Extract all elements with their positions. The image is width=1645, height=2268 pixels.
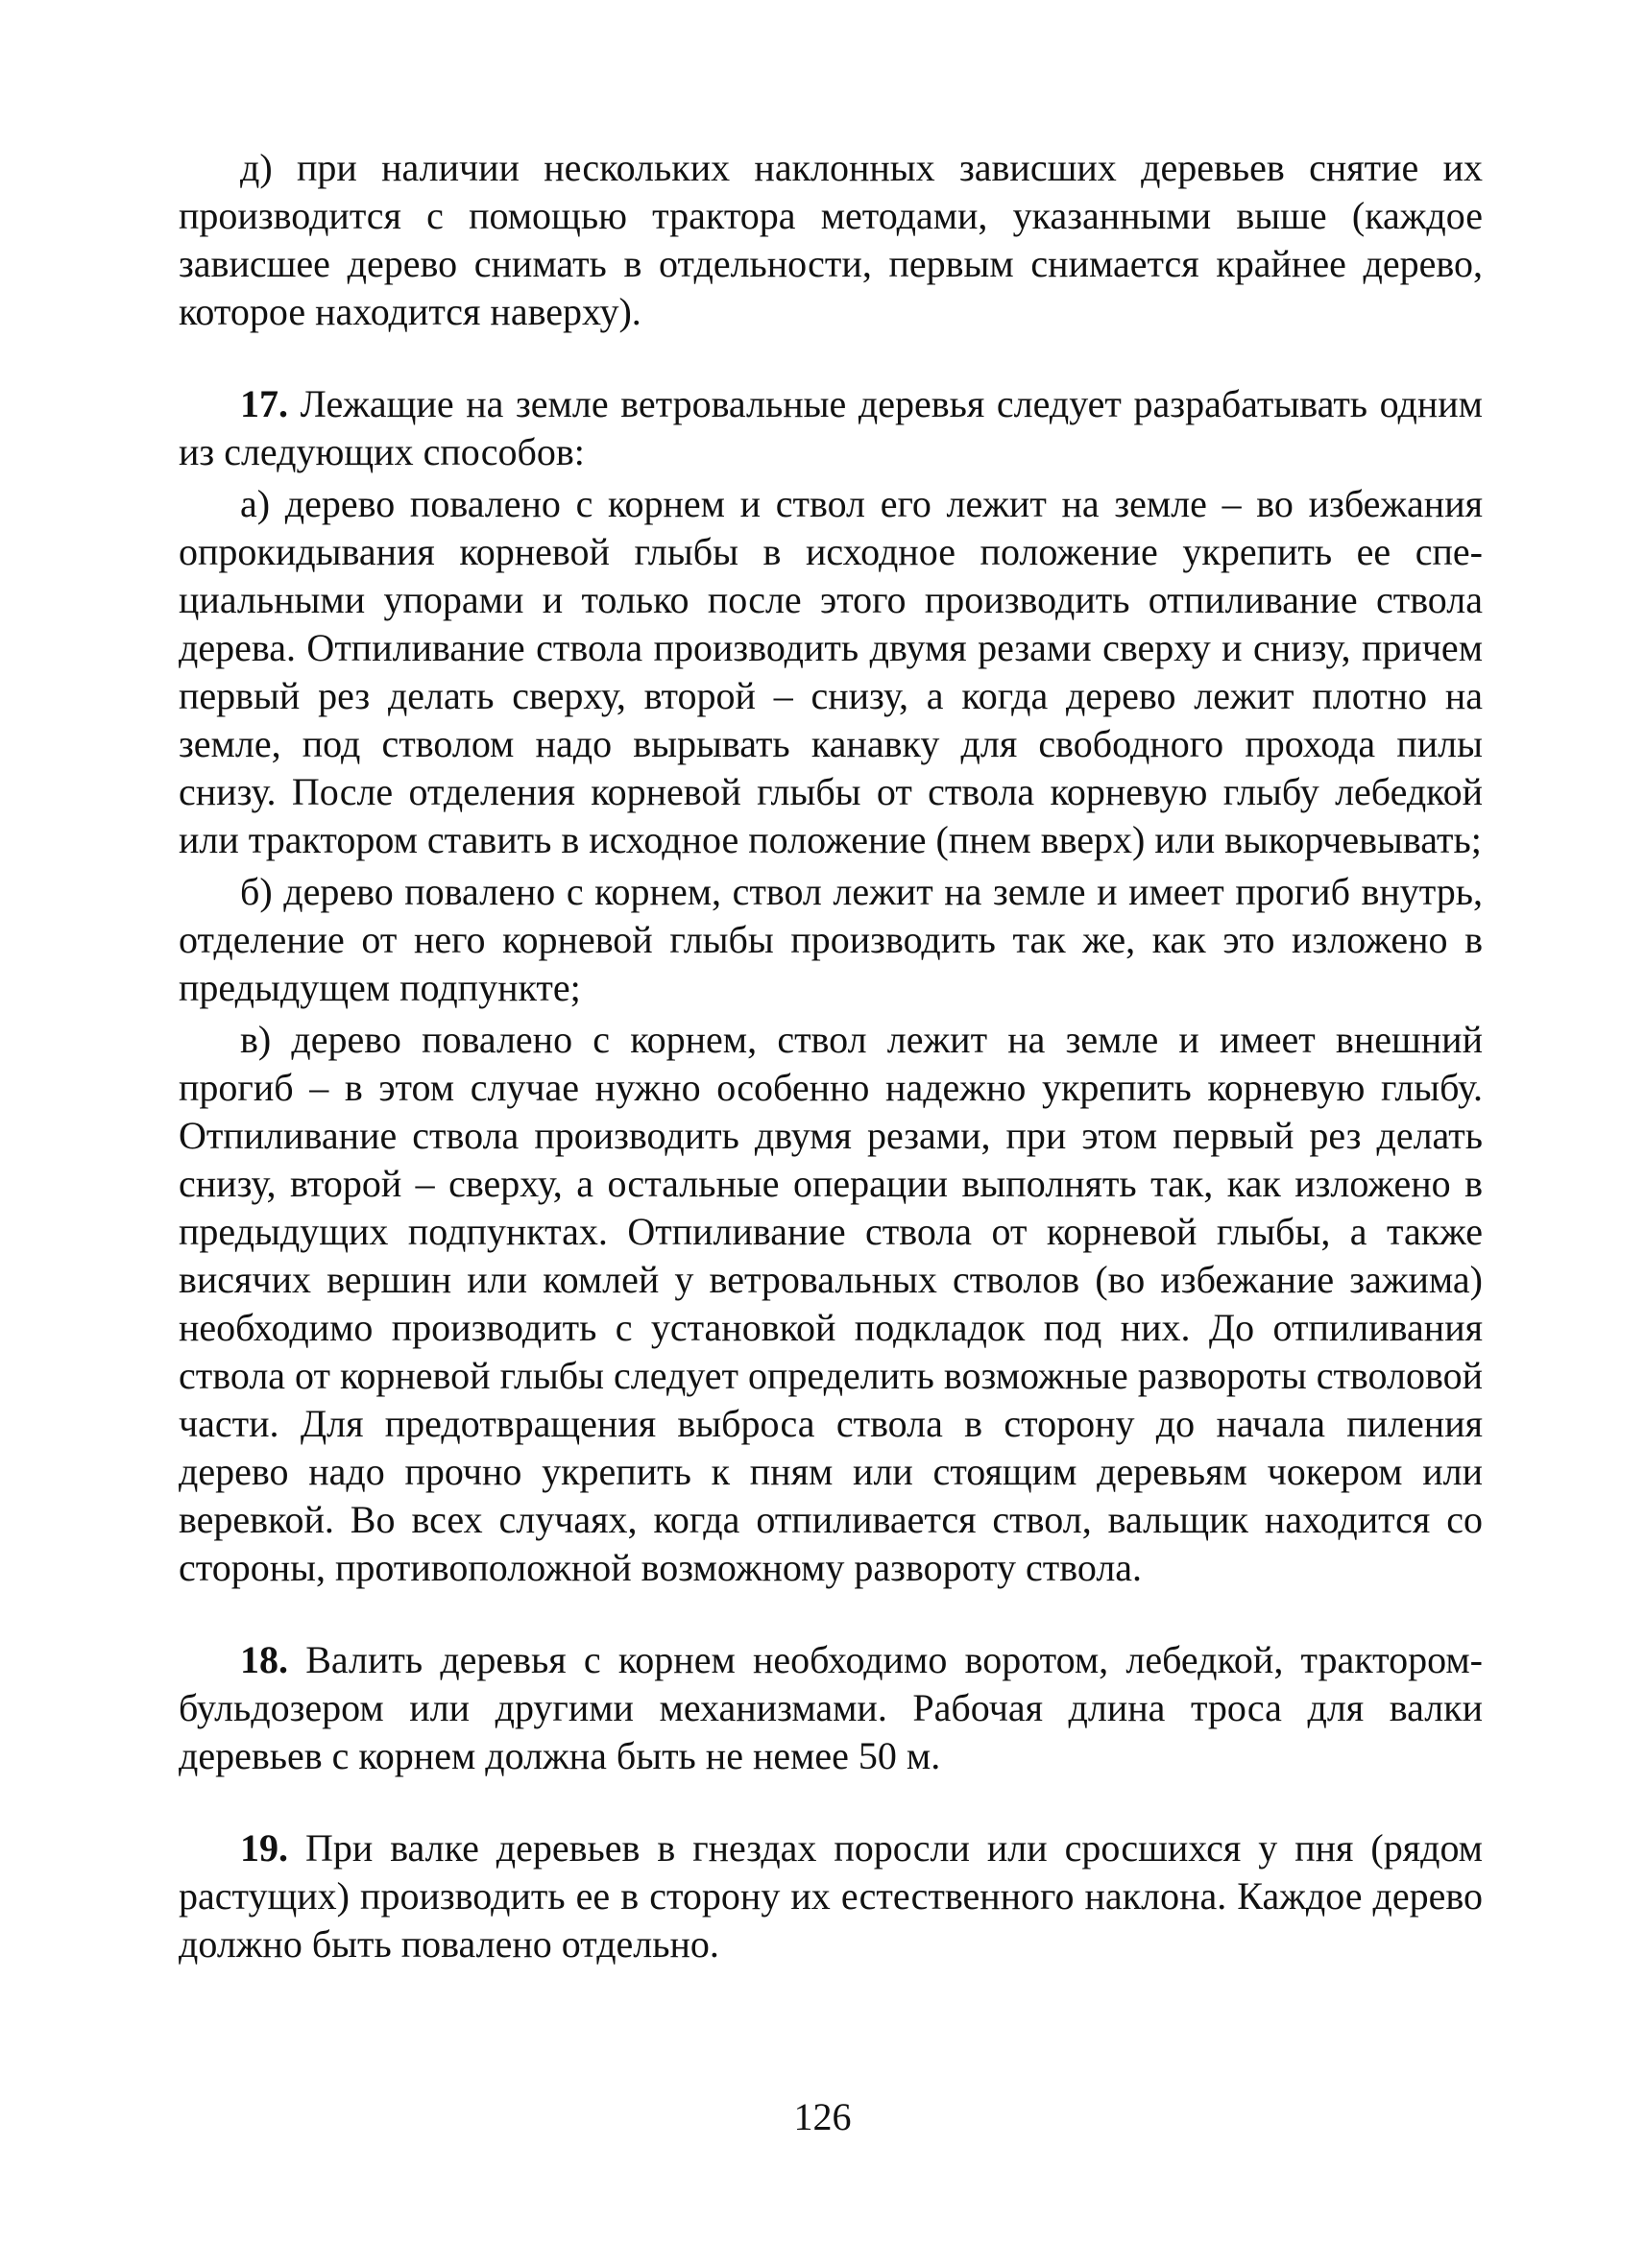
paragraph-19: [179, 1824, 1483, 1968]
paragraph-text: Лежащие на земле ветровальные деревья следует разрабатывать одним из следующих способов:: [179, 382, 1483, 473]
paragraph-text: б) дерево повалено с корнем, ствол лежит на земле и имеет прогиб внутрь, отделение от него корневой глыбы производить так же, как это изложено в предыдущем подпункте;: [179, 870, 1483, 1009]
paragraph-number: 17.: [240, 382, 288, 425]
document-page: [179, 144, 1483, 1968]
paragraph-text: д) при наличии нескольких наклонных зависших деревьев снятие их производится с помощью трактора методами, указанными выше (каждое зависшее дерево снимать в отдельности, первым снимается крайнее дерево, которое находится наверху).: [179, 146, 1483, 333]
paragraph-text: Валить деревья с корнем необходимо воротом, лебедкой, трактором-бульдозером или другими механизмами. Рабочая длина троса для валки деревьев с корнем должна быть не немее 50 м.: [179, 1638, 1483, 1777]
paragraph-number: 18.: [240, 1638, 288, 1681]
paragraph-17a: [179, 480, 1483, 864]
paragraph-17c: [179, 1016, 1483, 1592]
paragraph-16d: [179, 144, 1483, 336]
page-number: 126: [793, 2095, 852, 2138]
paragraph-18: [179, 1636, 1483, 1780]
paragraph-17: [179, 380, 1483, 476]
paragraph-text: При валке деревьев в гнездах поросли или сросшихся у пня (рядом растущих) производить ее в сторону их естественного наклона. Каждое дерево должно быть повалено отдельно.: [179, 1826, 1483, 1966]
paragraph-text: в) дерево повалено с корнем, ствол лежит на земле и имеет внешний прогиб – в этом случае нужно особенно надежно укрепить корневую глыбу. Отпиливание ствола производить двумя резами, при этом первый рез делать снизу, второй – сверху, а остальные операции выполнять так, как изложено в предыдущих подпунктах. Отпиливание ствола от корневой глыбы, а также висячих вершин или комлей у ветровальных стволов (во избежание зажима) необходимо производить с установкой подкладок под них. До отпиливания ствола от корневой глыбы следует определить возможные развороты стволовой части. Для предотвращения выброса ствола в сторону до начала пиления дерево надо прочно укрепить к пням или стоящим деревьям чокером или веревкой. Во всех случаях, когда отпиливается ствол, вальщик находится со стороны, противоположной возможному развороту ствола.: [179, 1018, 1483, 1589]
paragraph-text: а) дерево повалено с корнем и ствол его лежит на земле – во избежания опрокидывания корневой глыбы в исходное положение укрепить ее специальными упорами и только после этого производить отпиливание ствола дерева. Отпиливание ствола производить двумя резами сверху и снизу, причем первый рез делать сверху, второй – снизу, а когда дерево лежит плотно на земле, под стволом надо вырывать канавку для свободного прохода пилы снизу. После отделения корневой глыбы от ствола корневую глыбу лебедкой или трактором ставить в исходное положение (пнем вверх) или выкорчевывать;: [179, 482, 1483, 861]
paragraph-17b: [179, 868, 1483, 1012]
paragraph-number: 19.: [240, 1826, 288, 1870]
